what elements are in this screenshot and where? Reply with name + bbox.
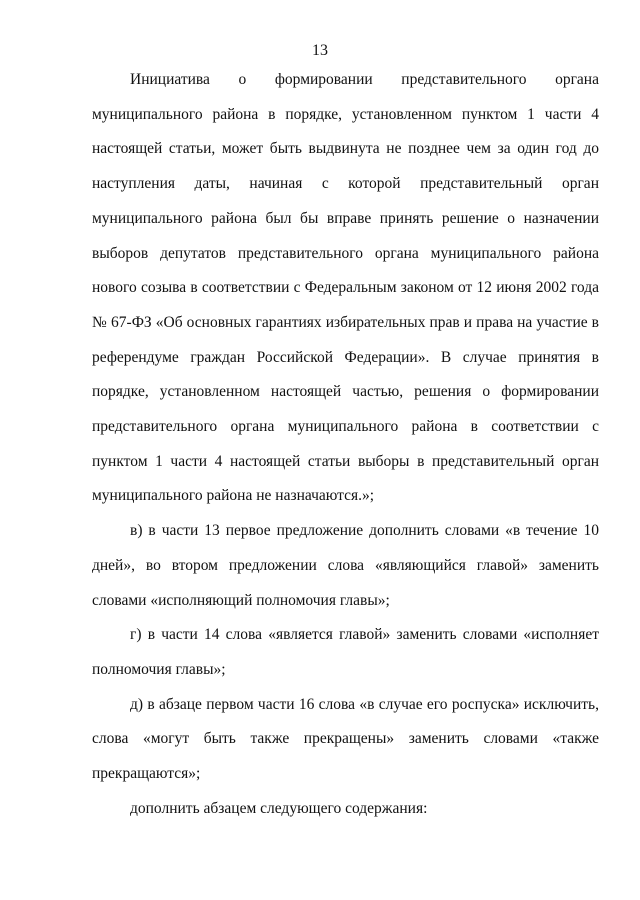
page-number: 13 [312,42,328,59]
paragraph-item-g: г) в части 14 слова «является главой» заменить словами «исполняет полномочия главы»; [92,626,599,678]
document-body [92,63,599,826]
paragraph-initiative: Инициатива о формировании представительного органа муниципального района в порядке, установленном пунктом 1 части 4 настоящей статьи, может быть выдвинута не позднее чем за один год до наступления даты, начиная с которой представительный орган муниципального района был бы вправе принять решение о назначении выборов депутатов представительного органа муниципального района нового созыва в соответствии с Федеральным законом от 12 июня 2002 года № 67-ФЗ «Об основных гарантиях избирательных прав и права на участие в референдуме граждан Российской Федерации». В случае принятия в порядке, установленном настоящей частью, решения о формировании представительного органа муниципального района в соответствии с пунктом 1 части 4 настоящей статьи выборы в представительный орган муниципального района не назначаются.»; [92,71,599,505]
paragraph-item-d: д) в абзаце первом части 16 слова «в случае его роспуска» исключить, слова «могут быть также прекращены» заменить словами «также прекращаются»; [92,695,599,783]
paragraph-add-clause: дополнить абзацем следующего содержания: [130,799,428,817]
paragraph-item-v: в) в части 13 первое предложение дополнить словами «в течение 10 дней», во втором предложении слова «являющийся главой» заменить словами «исполняющий полномочия главы»; [92,522,599,609]
